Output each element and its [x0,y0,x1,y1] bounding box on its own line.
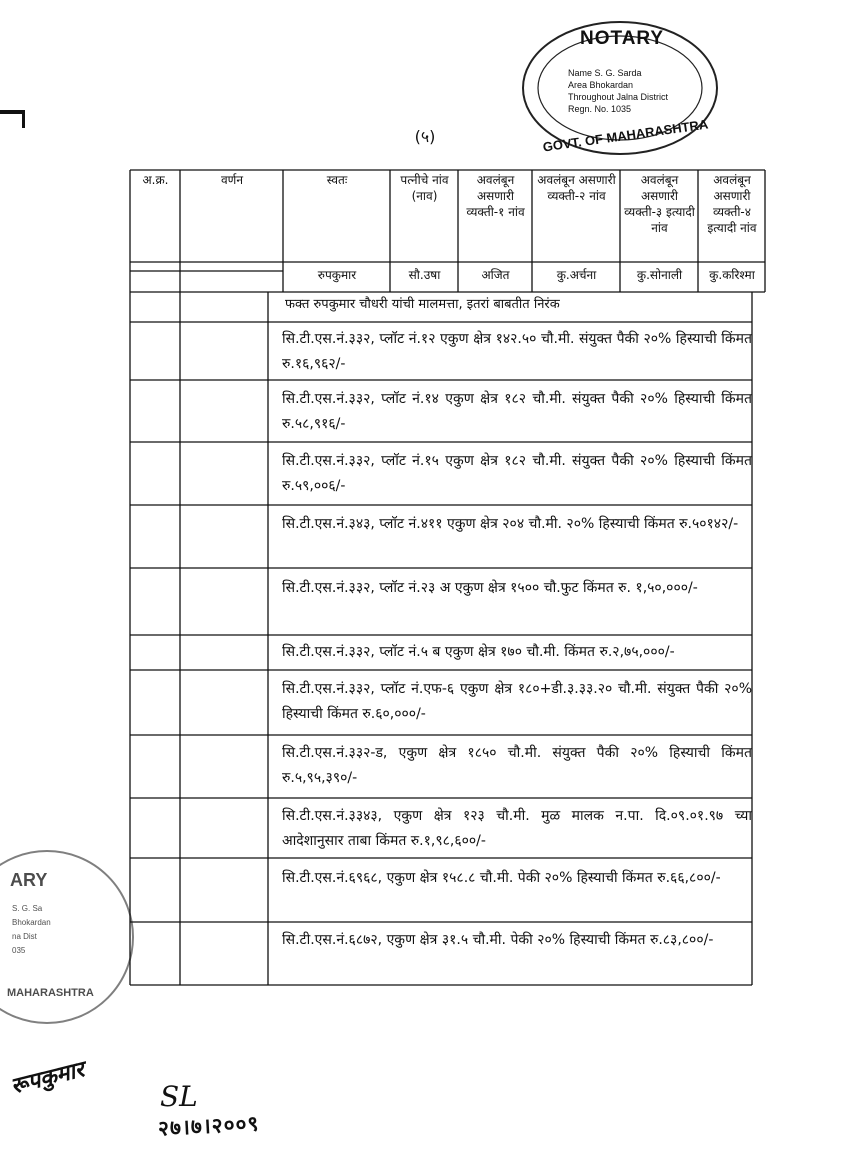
header-self: स्वतः [326,173,348,187]
faded-stamp-line: Bhokardan [12,918,51,927]
header-dependent-3: अवलंबून असणारी व्यक्ती-३ इत्यादी नांव [624,173,695,235]
header-wife-name: पत्नीचे नांव (नाव) [400,173,449,203]
page-corner-mark [0,110,25,128]
notary-stamp-line: Regn. No. 1035 [568,104,632,114]
signature-date: २७।७।२००९ [157,1111,260,1141]
name-dependent-2: कु.अर्चना [556,268,597,282]
property-entry: सि.टी.एस.नं.३३२, प्लॉट नं.५ ब एकुण क्षेत्र १७० चौ.मी. किंमत रु.२,७५,०००/- [282,644,675,660]
property-entry: सि.टी.एस.नं.३४३, प्लॉट नं.४११ एकुण क्षेत्र २०४ चौ.मी. २०% हिस्याची किंमत रु.५०१४२/- [282,516,739,532]
name-dependent-4: कु.करिश्मा [709,268,755,282]
property-entry: सि.टी.एस.नं.६८७२, एकुण क्षेत्र ३१.५ चौ.मी. पेकी २०% हिस्याची किंमत रु.८३,८००/- [282,932,714,948]
header-serial-no: अ.क्र. [142,173,169,187]
property-note: फक्त रुपकुमार चौधरी यांची मालमत्ता, इतरां बाबतीत निरंक [285,297,560,312]
property-entry: सि.टी.एस.नं.३३२, प्लॉट नं.एफ-६ एकुण क्षेत्र १८०+डी.३.३३.२० चौ.मी. संयुक्त पैकी २०% हिस्याची किंमत रु.६०,०००/- [282,681,752,722]
faded-stamp-govt: MAHARASHTRA [7,987,94,999]
name-dependent-3: कु.सोनाली [636,268,683,282]
faded-stamp-line: 035 [12,946,26,955]
signature-initials: SL [160,1080,198,1113]
header-dependent-1: अवलंबून असणारी व्यक्ती-१ नांव [466,173,525,219]
header-dependent-2: अवलंबून असणारी व्यक्ती-२ नांव [537,173,616,203]
page-number: (५) [414,127,436,146]
name-dependent-1: अजित [481,268,510,282]
header-dependent-4: अवलंबून असणारी व्यक्ती-४ इत्यादी नांव [707,173,757,235]
name-wife: सौ.उषा [408,268,441,282]
faded-notary-stamp [0,850,134,1024]
property-entry: सि.टी.एस.नं.३३२-ड, एकुण क्षेत्र १८५० चौ.मी. संयुक्त पैकी २०% हिस्याची किंमत रु.५,९५,३९०/- [282,745,752,786]
property-entry: सि.टी.एस.नं.६९६८, एकुण क्षेत्र १५८.८ चौ.मी. पेकी २०% हिस्याची किंमत रु.६६,८००/- [282,870,721,886]
signature-name: रूपकुमार [8,1057,87,1100]
property-entry: सि.टी.एस.नं.३३२, प्लॉट नं.१५ एकुण क्षेत्र १८२ चौ.मी. संयुक्त पैकी २०% हिस्याची किंमत रु.५९,००६/- [282,453,752,494]
notary-stamp-line: Name S. G. Sarda [568,68,642,78]
notary-stamp-line: Area Bhokardan [568,80,634,90]
notary-stamp-govt: GOVT. OF MAHARASHTRA [541,116,710,155]
property-entry: सि.टी.एस.नं.३३४३, एकुण क्षेत्र १२३ चौ.मी. मुळ मालक न.पा. दि.०९.०१.९७ च्या आदेशानुसार ताबा किंमत रु.१,९८,६००/- [282,808,752,849]
property-entry: सि.टी.एस.नं.३३२, प्लॉट नं.१२ एकुण क्षेत्र १४२.५० चौ.मी. संयुक्त पैकी २०% हिस्याची किंमत रु.१६,९६२/- [282,331,752,372]
notary-stamp-title: NOTARY [580,28,665,49]
property-entry: सि.टी.एस.नं.३३२, प्लॉट नं.१४ एकुण क्षेत्र १८२ चौ.मी. संयुक्त पैकी २०% हिस्याची किंमत रु.५८,९१६/- [282,391,752,432]
faded-stamp-title: ARY [10,870,48,890]
faded-stamp-line: na Dist [12,932,37,941]
name-self: रुपकुमार [317,268,357,282]
notary-stamp [520,18,720,158]
property-entry: सि.टी.एस.नं.३३२, प्लॉट नं.२३ अ एकुण क्षेत्र १५०० चौ.फुट किंमत रु. १,५०,०००/- [282,580,698,596]
notary-stamp-line: Throughout Jalna District [568,92,669,102]
header-description: वर्णन [220,173,243,187]
faded-stamp-line: S. G. Sa [12,904,43,913]
